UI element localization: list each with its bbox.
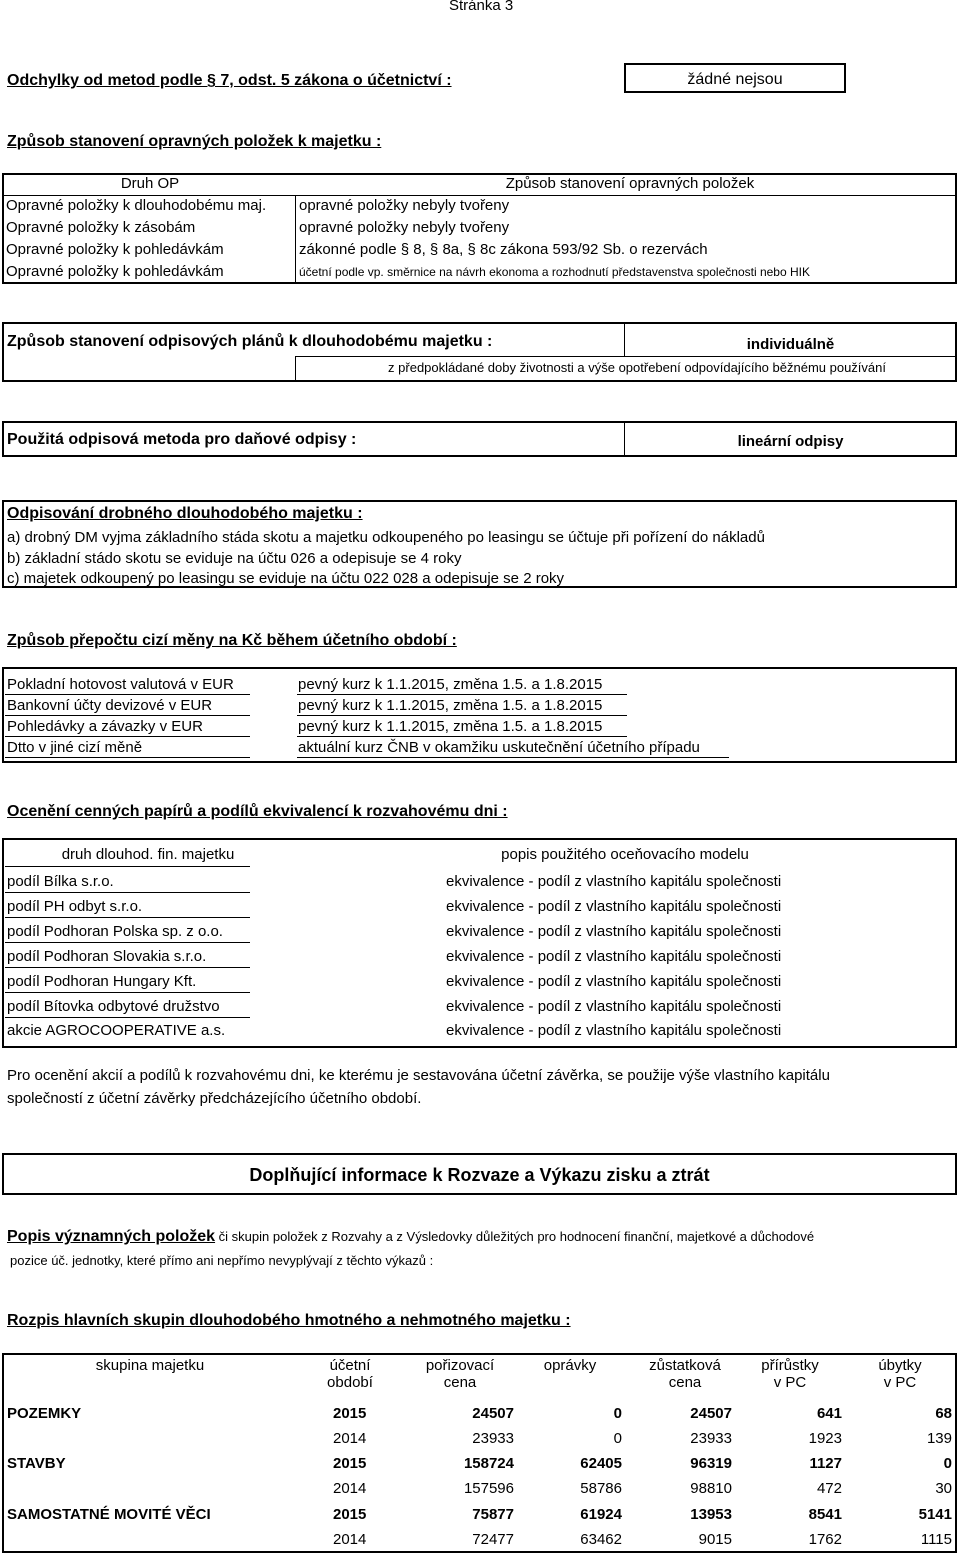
security-model: ekvivalence - podíl z vlastního kapitálu společnosti (446, 873, 782, 890)
currency-item: Pokladní hotovost valutová v EUR (7, 676, 234, 693)
currency-method: aktuální kurz ČNB v okamžiku uskutečnění účetního případu (298, 739, 700, 756)
allowances-title: Způsob stanovení opravných položek k majetku : (7, 133, 382, 150)
fa-net: 24507 (690, 1405, 732, 1422)
fa-dep: 0 (613, 1405, 622, 1422)
fa-year: 2014 (333, 1430, 367, 1447)
fa-cost: 24507 (472, 1405, 514, 1422)
security-item: podíl PH odbyt s.r.o. (7, 898, 143, 915)
allowance-method: opravné položky nebyly tvořeny (299, 197, 510, 214)
fa-dis: 68 (935, 1405, 952, 1422)
fa-dep: 63462 (580, 1531, 622, 1548)
fa-dis: 30 (935, 1480, 952, 1497)
fa-header-period: účetní období (327, 1357, 373, 1391)
deviations-title: Odchylky od metod podle § 7, odst. 5 zákona o účetnictví : (7, 72, 452, 89)
fa-dis: 0 (943, 1455, 952, 1472)
security-item: podíl Podhoran Slovakia s.r.o. (7, 948, 207, 965)
allowance-method-prefix: účetní podle vp. směrnice na návrh ekonoma a rozhodnutí představenstva společnosti nebo HIK (299, 265, 810, 279)
allowance-type: Opravné položky k zásobám (6, 219, 196, 236)
currency-method: pevný kurz k 1.1.2015, změna 1.5. a 1.8.2015 (298, 697, 603, 714)
fa-net: 13953 (690, 1506, 732, 1523)
currency-item: Dtto v jiné cizí měně (7, 739, 143, 756)
currency-method: pevný kurz k 1.1.2015, změna 1.5. a 1.8.2015 (298, 676, 603, 693)
small-assets-line: b) základní stádo skotu se eviduje na účtu 026 a odepisuje se 4 roky (7, 550, 462, 567)
fa-dep: 62405 (580, 1455, 622, 1472)
allowance-type: Opravné položky k pohledávkám (6, 263, 224, 280)
page-number: Stránka 3 (449, 0, 514, 14)
securities-note-line1: Pro ocenění akcií a podílů k rozvahovému dni, ke kterému je sestavována účetní závěrka, se použije výše vlastního kapitálu (7, 1067, 830, 1084)
fa-year: 2015 (333, 1405, 367, 1422)
fa-year: 2014 (333, 1480, 367, 1497)
fa-header-depreciation: oprávky (543, 1357, 597, 1374)
securities-note-line2: společností z účetní závěrky předcházejícího účetního období. (7, 1090, 422, 1107)
fa-dis: 1115 (920, 1531, 952, 1548)
fa-header-additions: přírůstky v PC (761, 1357, 819, 1391)
allowances-header-method: Způsob stanovení opravných položek (505, 175, 755, 192)
fa-dis: 139 (926, 1430, 952, 1447)
small-assets-line: a) drobný DM vyjma základního stáda skotu a majetku odkoupeného po leasingu se účtuje při pořízení do nákladů (7, 529, 765, 546)
depreciation-plans-title: Způsob stanovení odpisových plánů k dlouhodobému majetku : (7, 333, 493, 350)
security-item: podíl Bítovka odbytové družstvo (7, 998, 220, 1015)
small-assets-line: c) majetek odkoupený po leasingu se eviduje na účtu 022 028 a odepisuje se 2 roky (7, 570, 565, 587)
currency-item: Pohledávky a závazky v EUR (7, 718, 203, 735)
fa-net: 96319 (690, 1455, 732, 1472)
fa-add: 1923 (808, 1430, 842, 1447)
fixed-assets-title: Rozpis hlavních skupin dlouhodobého hmotného a nehmotného majetku : (7, 1312, 571, 1329)
fa-net: 9015 (698, 1531, 732, 1548)
tax-depreciation-title: Použitá odpisová metoda pro daňové odpisy : (7, 431, 357, 448)
security-item: podíl Bílka s.r.o. (7, 873, 114, 890)
security-model: ekvivalence - podíl z vlastního kapitálu společnosti (446, 1022, 782, 1039)
fa-cost: 23933 (472, 1430, 514, 1447)
fa-group-name: SAMOSTATNÉ MOVITÉ VĚCI (7, 1506, 211, 1523)
fa-net: 98810 (690, 1480, 732, 1497)
fa-cost: 158724 (463, 1455, 514, 1472)
securities-title: Ocenění cenných papírů a podílů ekvivalencí k rozvahovému dni : (7, 803, 508, 820)
fa-group-name: POZEMKY (7, 1405, 82, 1422)
fa-year: 2015 (333, 1455, 367, 1472)
fa-year: 2015 (333, 1506, 367, 1523)
allowance-method: zákonné podle § 8, § 8a, § 8c zákona 593/92 Sb. o rezervách (299, 241, 708, 258)
small-assets-title: Odpisování drobného dlouhodobého majetku : (7, 505, 363, 522)
significant-items-line2: pozice úč. jednotky, které přímo ani nepřímo nevyplývají z těchto výkazů : (10, 1253, 434, 1268)
securities-header-item: druh dlouhod. fin. majetku (61, 846, 235, 863)
fa-net: 23933 (690, 1430, 732, 1447)
security-model: ekvivalence - podíl z vlastního kapitálu společnosti (446, 973, 782, 990)
currency-method: pevný kurz k 1.1.2015, změna 1.5. a 1.8.2015 (298, 718, 603, 735)
fa-add: 1127 (809, 1455, 842, 1472)
fa-year: 2014 (333, 1531, 367, 1548)
security-model: ekvivalence - podíl z vlastního kapitálu společnosti (446, 898, 782, 915)
fa-add: 8541 (808, 1506, 842, 1523)
fa-add: 1762 (808, 1531, 842, 1548)
fa-header-group: skupina majetku (95, 1357, 205, 1374)
security-item: akcie AGROCOOPERATIVE a.s. (7, 1022, 226, 1039)
significant-items-line1: Popis významných položek či skupin položek z Rozvahy a z Výsledovky důležitých pro hodnocení finanční, majetkové a důchodové (7, 1228, 815, 1245)
allowances-header-type: Druh OP (120, 175, 180, 192)
fa-cost: 72477 (472, 1531, 514, 1548)
fa-header-cost: pořizovací cena (425, 1357, 495, 1391)
allowance-type: Opravné položky k pohledávkám (6, 241, 224, 258)
fa-add: 472 (816, 1480, 842, 1497)
security-model: ekvivalence - podíl z vlastního kapitálu společnosti (446, 923, 782, 940)
deviations-value: žádné nejsou (687, 71, 783, 88)
security-item: podíl Podhoran Polska sp. z o.o. (7, 923, 223, 940)
security-model: ekvivalence - podíl z vlastního kapitálu společnosti (446, 998, 782, 1015)
fa-header-net: zůstatková cena (649, 1357, 721, 1391)
fa-dep: 0 (613, 1430, 622, 1447)
fa-dep: 58786 (580, 1480, 622, 1497)
fa-cost: 75877 (472, 1506, 514, 1523)
fa-header-disposals: úbytky v PC (878, 1357, 922, 1391)
security-item: podíl Podhoran Hungary Kft. (7, 973, 197, 990)
securities-header-model: popis použitého oceňovacího modelu (501, 846, 749, 863)
supplementary-title: Doplňující informace k Rozvaze a Výkazu zisku a ztrát (249, 1165, 710, 1185)
fa-group-name: STAVBY (7, 1455, 66, 1472)
fa-dis: 5141 (918, 1506, 952, 1523)
allowance-method: opravné položky nebyly tvořeny (299, 219, 510, 236)
security-model: ekvivalence - podíl z vlastního kapitálu společnosti (446, 948, 782, 965)
allowance-type: Opravné položky k dlouhodobému maj. (6, 197, 267, 214)
depreciation-plans-value: individuálně (746, 336, 835, 353)
depreciation-plans-note: z předpokládané doby životnosti a výše opotřebení odpovídajícího běžnému používání (388, 360, 886, 375)
tax-depreciation-value: lineární odpisy (737, 433, 844, 450)
fa-add: 641 (816, 1405, 842, 1422)
currency-item: Bankovní účty devizové v EUR (7, 697, 213, 714)
fa-dep: 61924 (580, 1506, 622, 1523)
fa-cost: 157596 (463, 1480, 514, 1497)
currency-title: Způsob přepočtu cizí měny na Kč během účetního období : (7, 632, 457, 649)
